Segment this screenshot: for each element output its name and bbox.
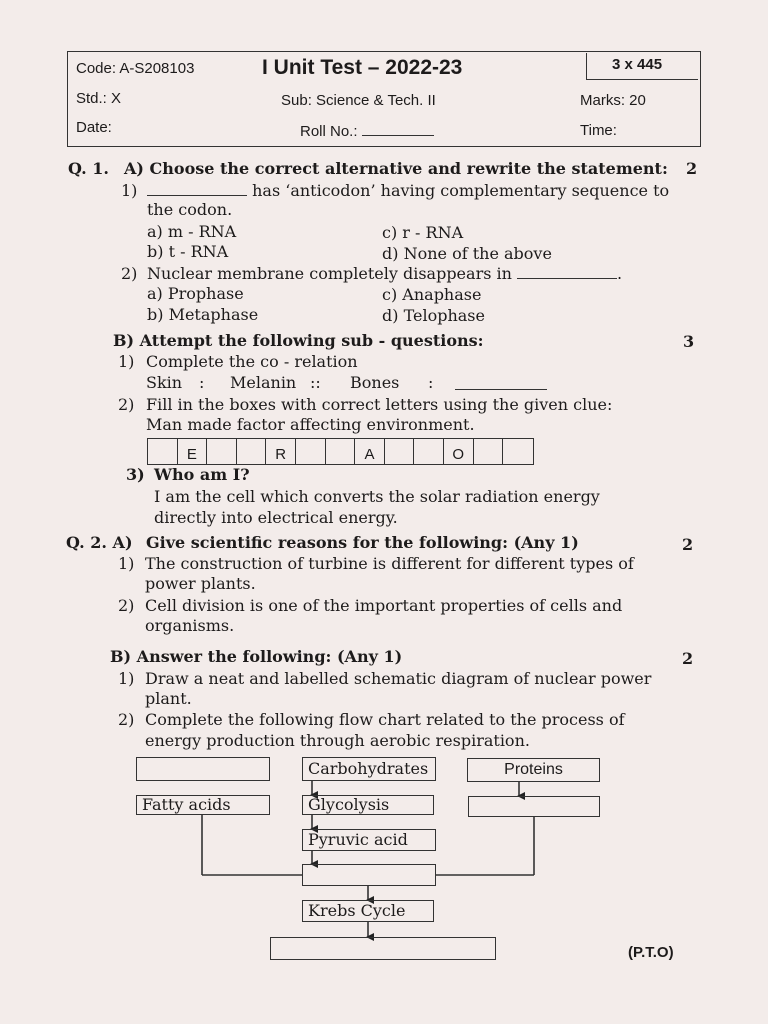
carbohydrates-box: Carbohydrates (302, 757, 436, 781)
q2b-2-num: 2) (118, 710, 135, 729)
proteins-box: Proteins (467, 758, 600, 782)
paper-code: Code: A-S208103 (76, 60, 195, 77)
q2a-heading: Give scientific reasons for the following: (Any 1) (146, 533, 579, 552)
glycolysis-box: Glycolysis (302, 795, 434, 815)
option-c: c) Anaphase (382, 285, 482, 304)
letter-box: A (355, 439, 385, 464)
pyruvic-acid-box: Pyruvic acid (302, 829, 436, 851)
test-title: I Unit Test – 2022-23 (262, 56, 463, 79)
correlation-bones: Bones (350, 373, 400, 392)
blank-box-middle (302, 864, 436, 886)
blank-box-proteins-product (468, 796, 600, 817)
letter-box: E (178, 439, 208, 464)
time-label: Time: (580, 122, 617, 139)
option-b: b) t - RNA (147, 242, 229, 261)
q1a-marks: 2 (686, 159, 698, 178)
option-d: d) Telophase (382, 306, 485, 325)
q2b-marks: 2 (682, 649, 694, 668)
option-a: a) m - RNA (147, 222, 237, 241)
marks: Marks: 20 (580, 92, 646, 109)
letter-box: R (266, 439, 296, 464)
date-label: Date: (76, 119, 112, 136)
option-d: d) None of the above (382, 244, 552, 263)
fatty-acids-box: Fatty acids (136, 795, 270, 815)
letter-box: O (444, 439, 474, 464)
option-a: a) Prophase (147, 284, 244, 303)
q2b-heading: B) Answer the following: (Any 1) (110, 647, 403, 666)
krebs-cycle-box: Krebs Cycle (302, 900, 434, 922)
q1b-heading: B) Attempt the following sub - questions: (113, 331, 484, 350)
blank-box-top-left (136, 757, 270, 781)
q1a-2-text: Nuclear membrane completely disappears in . (147, 264, 623, 283)
correlation-colon: : (199, 373, 205, 392)
code-number: 3 x 445 (612, 56, 663, 73)
option-b: b) Metaphase (147, 305, 259, 324)
q2b-2-line1: Complete the following flow chart related to the process of (145, 710, 625, 729)
blank-box-final (270, 937, 496, 960)
q1a-heading: A) Choose the correct alternative and rewrite the statement: (124, 159, 668, 178)
q2a-1-num: 1) (118, 554, 135, 573)
q2b-1-line2: plant. (145, 689, 192, 708)
q2-label: Q. 2. A) (66, 533, 133, 552)
q2a-marks: 2 (682, 535, 694, 554)
q2a-1-line2: power plants. (145, 574, 256, 593)
correlation-skin: Skin (146, 373, 183, 392)
correlation-melanin: Melanin (230, 373, 297, 392)
q1b-3-text: Who am I? (154, 465, 250, 484)
correlation-colon2: : (428, 373, 434, 392)
subject: Sub: Science & Tech. II (281, 92, 436, 109)
standard: Std.: X (76, 90, 122, 107)
q1a-2-num: 2) (121, 264, 138, 283)
q1a-1-text2: the codon. (147, 200, 233, 219)
option-c: c) r - RNA (382, 223, 464, 242)
q1b-2-num: 2) (118, 395, 135, 414)
q1b-2-text: Fill in the boxes with correct letters using the given clue: (146, 395, 613, 414)
q2b-1-num: 1) (118, 669, 135, 688)
correlation-double-colon: :: (310, 373, 321, 392)
q1b-1-num: 1) (118, 352, 135, 371)
q2a-2-num: 2) (118, 596, 135, 615)
q1b-3-num: 3) (126, 465, 145, 484)
q1a-1-num: 1) (121, 181, 138, 200)
roll-no-label: Roll No.: (300, 123, 358, 140)
pto-label: (P.T.O) (628, 944, 674, 961)
q2b-1-line1: Draw a neat and labelled schematic diagram of nuclear power (145, 669, 652, 688)
q1b-1-text: Complete the co - relation (146, 352, 358, 371)
q2b-2-line2: energy production through aerobic respiration. (145, 731, 530, 750)
q1a-2-body: Nuclear membrane completely disappears in (147, 264, 512, 283)
q1b-3-line2: directly into electrical energy. (154, 508, 398, 527)
q2a-2-line2: organisms. (145, 616, 235, 635)
q2a-1-line1: The construction of turbine is different for different types of (145, 554, 634, 573)
q1b-marks: 3 (683, 332, 695, 351)
q1b-3-line1: I am the cell which converts the solar radiation energy (154, 487, 600, 506)
q2a-2-line1: Cell division is one of the important properties of cells and (145, 596, 623, 615)
q1b-2-clue: Man made factor affecting environment. (146, 415, 475, 434)
q1-label: Q. 1. (68, 159, 109, 178)
q1a-1-body: has ‘anticodon’ having complementary sequence to (252, 181, 670, 200)
